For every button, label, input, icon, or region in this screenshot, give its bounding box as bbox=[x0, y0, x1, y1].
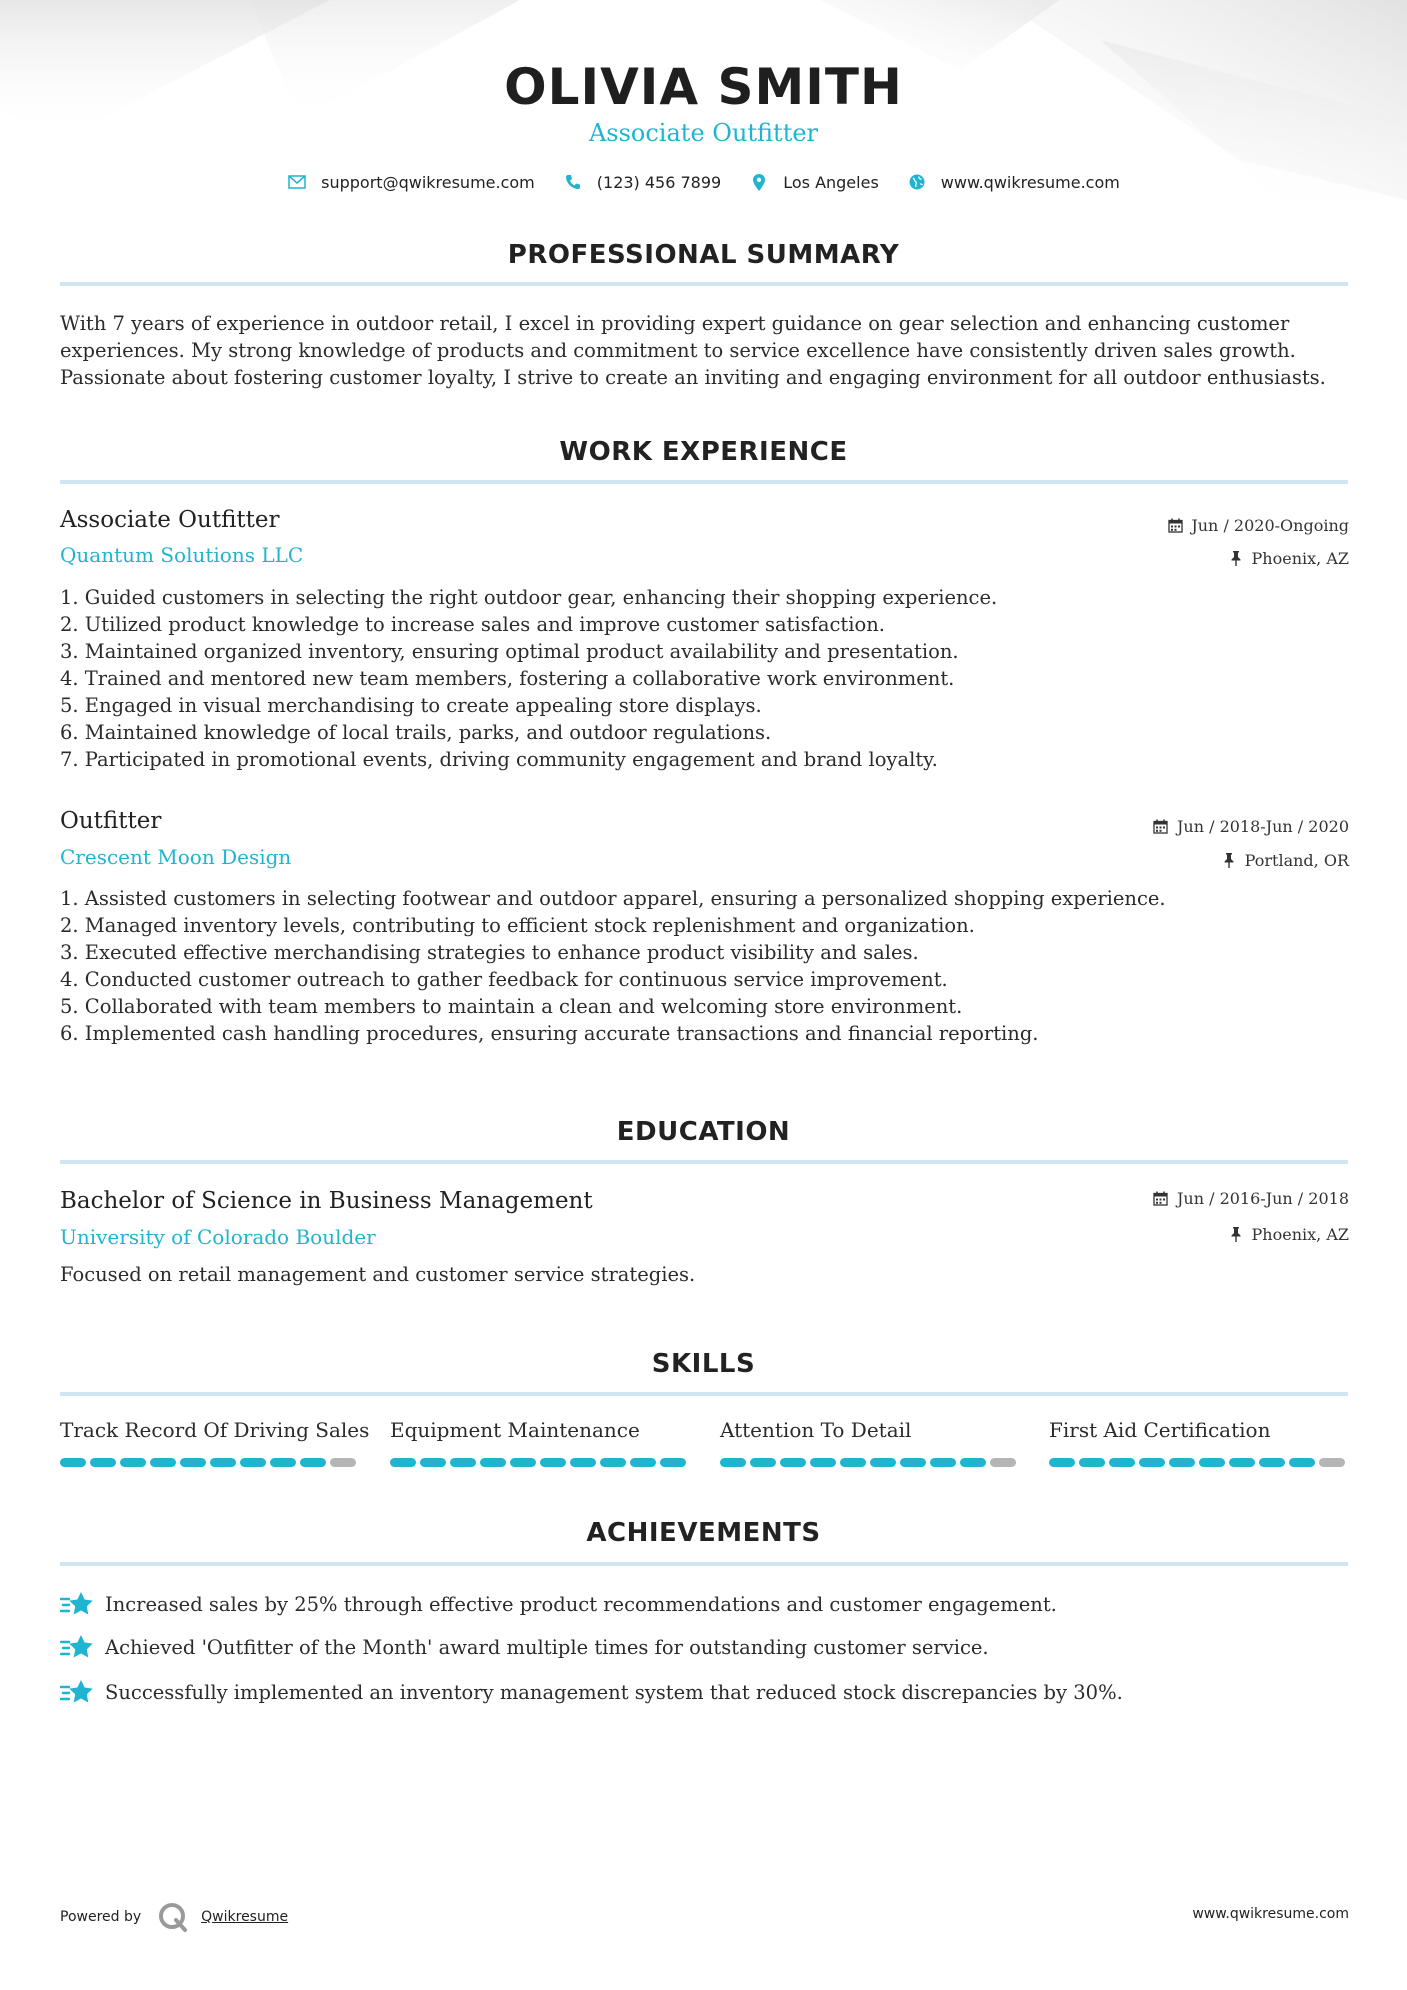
skill-level-bar bbox=[720, 1458, 1016, 1467]
contact-location bbox=[749, 172, 879, 192]
star-award-icon bbox=[60, 1633, 94, 1661]
globe-icon bbox=[907, 172, 927, 192]
skill-name: Equipment Maintenance bbox=[390, 1418, 640, 1442]
job-location bbox=[1228, 549, 1349, 568]
education-heading: EDUCATION bbox=[616, 1117, 791, 1147]
achievement-item bbox=[60, 1590, 1057, 1618]
skill-segment-filled bbox=[1049, 1458, 1075, 1467]
contact-location-text: Los Angeles bbox=[783, 172, 879, 192]
achievement-text: Successfully implemented an inventory management system that reduced stock discrepancies by 30%. bbox=[105, 1680, 1123, 1704]
star-award-icon bbox=[60, 1590, 94, 1618]
list-item: 5. Engaged in visual merchandising to create appealing store displays. bbox=[60, 694, 762, 717]
map-marker-icon bbox=[749, 172, 769, 192]
education-school: University of Colorado Boulder bbox=[60, 1225, 376, 1249]
education-location bbox=[1228, 1225, 1349, 1244]
candidate-name: OLIVIA SMITH bbox=[504, 58, 903, 116]
calendar-icon bbox=[1167, 518, 1183, 534]
skill-segment-filled bbox=[780, 1458, 806, 1467]
list-item: 6. Maintained knowledge of local trails, parks, and outdoor regulations. bbox=[60, 721, 772, 744]
skill-segment-filled bbox=[300, 1458, 326, 1467]
qwikresume-link[interactable]: Qwikresume bbox=[201, 1909, 289, 1925]
achievements-heading: ACHIEVEMENTS bbox=[586, 1518, 821, 1548]
skills-heading: SKILLS bbox=[651, 1349, 756, 1379]
skill-segment-filled bbox=[1229, 1458, 1255, 1467]
list-item: 2. Managed inventory levels, contributing to efficient stock replenishment and organization. bbox=[60, 914, 975, 937]
experience-divider bbox=[60, 480, 1348, 484]
skill-segment-filled bbox=[570, 1458, 596, 1467]
skill-segment-filled bbox=[540, 1458, 566, 1467]
powered-by-label: Powered by bbox=[60, 1909, 142, 1925]
skill-segment-filled bbox=[150, 1458, 176, 1467]
summary-line: With 7 years of experience in outdoor retail, I excel in providing expert guidance on gear selection and enhancing customer bbox=[60, 312, 1290, 335]
skill-segment-filled bbox=[60, 1458, 86, 1467]
list-item: 4. Trained and mentored new team members, fostering a collaborative work environment. bbox=[60, 667, 955, 690]
contact-website[interactable] bbox=[907, 172, 1120, 192]
job-bullets bbox=[60, 885, 1350, 1047]
skill-segment-filled bbox=[870, 1458, 896, 1467]
list-item: 6. Implemented cash handling procedures, ensuring accurate transactions and financial reporting. bbox=[60, 1022, 1039, 1045]
skill-segment-filled bbox=[240, 1458, 266, 1467]
list-item: 2. Utilized product knowledge to increase sales and improve customer satisfaction. bbox=[60, 613, 885, 636]
summary-line: Passionate about fostering customer loyalty, I strive to create an inviting and engaging environment for all outdoor enthusiasts. bbox=[60, 366, 1326, 389]
list-item: 1. Assisted customers in selecting footwear and outdoor apparel, ensuring a personalized shopping experience. bbox=[60, 887, 1166, 910]
skill-item bbox=[60, 1418, 370, 1442]
skill-segment-filled bbox=[1169, 1458, 1195, 1467]
list-item: 1. Guided customers in selecting the right outdoor gear, enhancing their shopping experience. bbox=[60, 586, 998, 609]
education-dates bbox=[1153, 1189, 1349, 1208]
summary-line: experiences. My strong knowledge of products and commitment to service excellence have consistently driven sales growth. bbox=[60, 339, 1296, 362]
education-description: Focused on retail management and customer service strategies. bbox=[60, 1263, 696, 1286]
skill-segment-filled bbox=[1139, 1458, 1165, 1467]
skill-segment-filled bbox=[1199, 1458, 1225, 1467]
footer-website[interactable]: www.qwikresume.com bbox=[1192, 1906, 1349, 1922]
skill-segment-filled bbox=[270, 1458, 296, 1467]
skill-segment-filled bbox=[960, 1458, 986, 1467]
contact-email-text: support@qwikresume.com bbox=[321, 172, 535, 192]
skill-name: First Aid Certification bbox=[1049, 1418, 1271, 1442]
skill-segment-filled bbox=[510, 1458, 536, 1467]
pushpin-icon bbox=[1228, 551, 1244, 567]
skill-level-bar bbox=[60, 1458, 356, 1467]
skill-segment-filled bbox=[1289, 1458, 1315, 1467]
skill-segment-filled bbox=[420, 1458, 446, 1467]
skill-segment-filled bbox=[630, 1458, 656, 1467]
job-company: Crescent Moon Design bbox=[60, 845, 292, 869]
skill-segment-filled bbox=[480, 1458, 506, 1467]
calendar-icon bbox=[1153, 819, 1169, 835]
skill-segment-empty bbox=[990, 1458, 1016, 1467]
contact-bar bbox=[0, 172, 1407, 192]
job-dates-text: Jun / 2020-Ongoing bbox=[1191, 516, 1349, 535]
footer-powered-by bbox=[60, 1901, 288, 1933]
experience-heading: WORK EXPERIENCE bbox=[559, 437, 848, 467]
skill-segment-filled bbox=[1079, 1458, 1105, 1467]
calendar-icon bbox=[1153, 1191, 1169, 1207]
skill-segment-empty bbox=[1319, 1458, 1345, 1467]
skill-item bbox=[1049, 1418, 1349, 1442]
job-company: Quantum Solutions LLC bbox=[60, 543, 304, 567]
skill-segment-filled bbox=[660, 1458, 686, 1467]
list-item: 3. Executed effective merchandising strategies to enhance product visibility and sales. bbox=[60, 941, 919, 964]
list-item: 5. Collaborated with team members to maintain a clean and welcoming store environment. bbox=[60, 995, 963, 1018]
list-item: 4. Conducted customer outreach to gather feedback for continuous service improvement. bbox=[60, 968, 948, 991]
summary-text bbox=[60, 310, 1350, 391]
skill-segment-filled bbox=[810, 1458, 836, 1467]
job-title: Outfitter bbox=[60, 808, 162, 834]
skill-segment-filled bbox=[600, 1458, 626, 1467]
skill-segment-filled bbox=[1109, 1458, 1135, 1467]
skill-name: Attention To Detail bbox=[720, 1418, 912, 1442]
achievements-divider bbox=[60, 1562, 1348, 1566]
job-title: Associate Outfitter bbox=[60, 507, 280, 533]
summary-heading: PROFESSIONAL SUMMARY bbox=[507, 240, 900, 270]
skill-segment-filled bbox=[930, 1458, 956, 1467]
education-location-text: Phoenix, AZ bbox=[1251, 1225, 1349, 1244]
skill-segment-filled bbox=[120, 1458, 146, 1467]
achievement-text: Increased sales by 25% through effective product recommendations and customer engagement. bbox=[105, 1592, 1057, 1616]
job-location-text: Portland, OR bbox=[1244, 851, 1349, 870]
skill-level-bar bbox=[390, 1458, 686, 1467]
job-bullets bbox=[60, 584, 1350, 773]
skill-level-bar bbox=[1049, 1458, 1345, 1467]
skill-item bbox=[390, 1418, 690, 1442]
skill-segment-filled bbox=[90, 1458, 116, 1467]
job-dates bbox=[1167, 516, 1349, 535]
skill-segment-filled bbox=[210, 1458, 236, 1467]
achievement-item bbox=[60, 1633, 989, 1661]
contact-phone[interactable] bbox=[563, 172, 721, 192]
contact-website-text: www.qwikresume.com bbox=[940, 172, 1120, 192]
skills-divider bbox=[60, 1392, 1348, 1396]
job-location-text: Phoenix, AZ bbox=[1251, 549, 1349, 568]
education-dates-text: Jun / 2016-Jun / 2018 bbox=[1176, 1189, 1349, 1208]
envelope-icon bbox=[287, 172, 307, 192]
education-divider bbox=[60, 1160, 1348, 1164]
list-item: 3. Maintained organized inventory, ensuring optimal product availability and presentation. bbox=[60, 640, 959, 663]
skill-segment-filled bbox=[450, 1458, 476, 1467]
skill-segment-empty bbox=[330, 1458, 356, 1467]
skill-segment-filled bbox=[180, 1458, 206, 1467]
pushpin-icon bbox=[1221, 853, 1237, 869]
skill-item bbox=[720, 1418, 1020, 1442]
qwikresume-logo-icon bbox=[157, 1901, 189, 1933]
education-degree: Bachelor of Science in Business Management bbox=[60, 1188, 593, 1214]
contact-email[interactable] bbox=[287, 172, 535, 192]
skill-segment-filled bbox=[750, 1458, 776, 1467]
achievement-text: Achieved 'Outfitter of the Month' award multiple times for outstanding customer service. bbox=[105, 1635, 989, 1659]
achievement-item bbox=[60, 1678, 1123, 1706]
list-item: 7. Participated in promotional events, driving community engagement and brand loyalty. bbox=[60, 748, 938, 771]
skill-segment-filled bbox=[390, 1458, 416, 1467]
job-dates bbox=[1153, 817, 1349, 836]
skill-name: Track Record Of Driving Sales bbox=[60, 1418, 370, 1442]
skill-segment-filled bbox=[720, 1458, 746, 1467]
summary-divider bbox=[60, 282, 1348, 286]
contact-phone-text: (123) 456 7899 bbox=[596, 172, 722, 192]
pushpin-icon bbox=[1228, 1227, 1244, 1243]
skill-segment-filled bbox=[900, 1458, 926, 1467]
phone-icon bbox=[563, 172, 583, 192]
job-dates-text: Jun / 2018-Jun / 2020 bbox=[1176, 817, 1349, 836]
candidate-title: Associate Outfitter bbox=[588, 119, 819, 147]
star-award-icon bbox=[60, 1678, 94, 1706]
skill-segment-filled bbox=[1259, 1458, 1285, 1467]
job-location bbox=[1221, 851, 1349, 870]
skill-segment-filled bbox=[840, 1458, 866, 1467]
